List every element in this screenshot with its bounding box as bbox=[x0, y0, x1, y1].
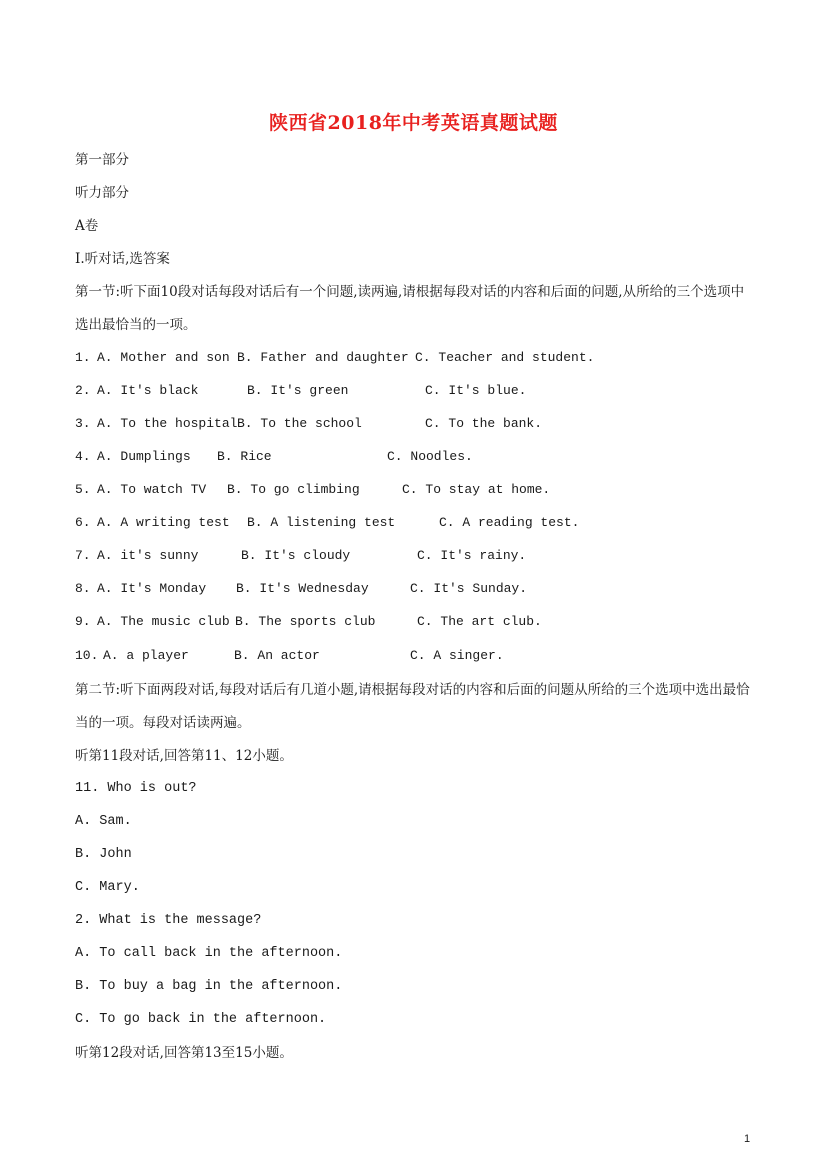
option-b: B. Father and daughter bbox=[237, 350, 409, 365]
option-a: A. To the hospital bbox=[97, 416, 238, 431]
option-a: A. To watch TV bbox=[97, 482, 207, 497]
q11-stem: 11. Who is out? bbox=[75, 781, 197, 796]
question-number: 7. bbox=[75, 548, 91, 563]
option-b: B. The sports club bbox=[235, 614, 376, 629]
question-number: 4. bbox=[75, 449, 91, 464]
q12-option-b: B. To buy a bag in the afternoon. bbox=[75, 979, 343, 994]
option-b: B. Rice bbox=[217, 449, 272, 464]
volume-heading: A卷 bbox=[75, 218, 99, 234]
dialog-11-intro: 听第11段对话,回答第11、12小题。 bbox=[75, 748, 293, 764]
option-c: C. To stay at home. bbox=[402, 482, 551, 497]
option-a: A. It's black bbox=[97, 383, 199, 398]
instruction-1: 第一节:听下面10段对话每段对话后有一个问题,读两遍,请根据每段对话的内容和后面的问题,从所给的三个选项中选出最恰当的一项。 bbox=[75, 284, 745, 333]
q11-option-a: A. Sam. bbox=[75, 814, 132, 829]
instruction-2: 第二节:听下面两段对话,每段对话后有几道小题,请根据每段对话的内容和后面的问题从所给的三个选项中选出最恰当的一项。每段对话读两遍。 bbox=[75, 682, 750, 731]
part-heading: 第一部分 bbox=[75, 152, 129, 168]
option-a: A. The music club bbox=[97, 614, 230, 629]
q11-option-c: C. Mary. bbox=[75, 880, 140, 895]
task-heading: I.听对话,选答案 bbox=[75, 251, 170, 267]
option-b: B. To the school bbox=[237, 416, 362, 431]
option-c: C. Teacher and student. bbox=[415, 350, 595, 365]
question-number: 2. bbox=[75, 383, 91, 398]
option-b: B. It's green bbox=[247, 383, 349, 398]
q12-option-a: A. To call back in the afternoon. bbox=[75, 946, 343, 961]
option-c: C. A reading test. bbox=[439, 515, 580, 530]
option-a: A. A writing test bbox=[97, 515, 230, 530]
question-number: 8. bbox=[75, 581, 91, 596]
question-number: 5. bbox=[75, 482, 91, 497]
option-b: B. It's cloudy bbox=[241, 548, 351, 563]
question-number: 10. bbox=[75, 648, 99, 663]
option-c: C. Noodles. bbox=[387, 449, 473, 464]
option-a: A. Dumplings bbox=[97, 449, 191, 464]
option-b: B. It's Wednesday bbox=[236, 581, 369, 596]
question-number: 6. bbox=[75, 515, 91, 530]
option-b: B. A listening test bbox=[247, 515, 396, 530]
question-number: 1. bbox=[75, 350, 91, 365]
option-b: B. An actor bbox=[234, 648, 320, 663]
q12-stem: 2. What is the message? bbox=[75, 913, 262, 928]
option-c: C. To the bank. bbox=[425, 416, 543, 431]
option-a: A. it's sunny bbox=[97, 548, 199, 563]
dialog-12-intro: 听第12段对话,回答第13至15小题。 bbox=[75, 1045, 293, 1061]
option-a: A. It's Monday bbox=[97, 581, 207, 596]
option-c: C. It's blue. bbox=[425, 383, 527, 398]
option-c: C. The art club. bbox=[417, 614, 542, 629]
section-heading: 听力部分 bbox=[75, 185, 129, 201]
option-c: C. It's Sunday. bbox=[410, 581, 528, 596]
page-number: 1 bbox=[744, 1133, 751, 1145]
page-title: 陕西省2018年中考英语真题试题 bbox=[269, 112, 558, 134]
q11-option-b: B. John bbox=[75, 847, 132, 862]
question-number: 9. bbox=[75, 614, 91, 629]
option-c: C. It's rainy. bbox=[417, 548, 527, 563]
option-a: A. a player bbox=[103, 648, 189, 663]
q12-option-c: C. To go back in the afternoon. bbox=[75, 1012, 327, 1027]
option-b: B. To go climbing bbox=[227, 482, 360, 497]
option-c: C. A singer. bbox=[410, 648, 504, 663]
question-number: 3. bbox=[75, 416, 91, 431]
option-a: A. Mother and son bbox=[97, 350, 230, 365]
